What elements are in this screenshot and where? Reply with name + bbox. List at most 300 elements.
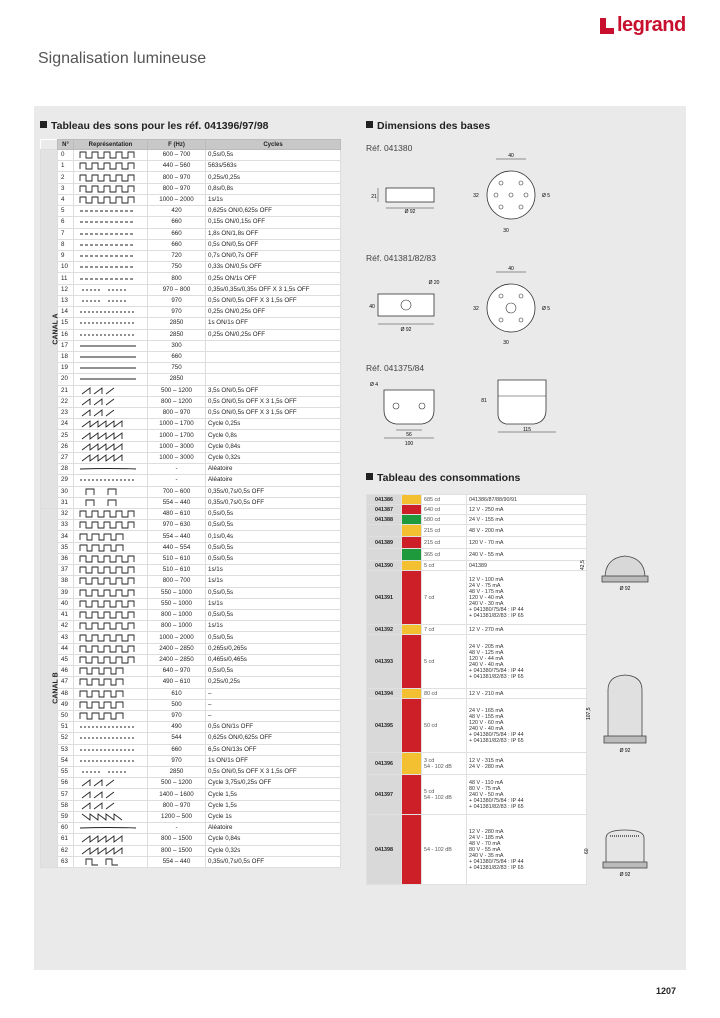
consumption-code: 041395: [367, 699, 402, 753]
sound-frequency: 2400 – 2850: [148, 643, 206, 654]
sound-row: [41, 194, 341, 205]
sound-frequency: 554 – 440: [148, 497, 206, 508]
consumption-code: 041398: [367, 815, 402, 885]
color-swatch: [402, 515, 422, 525]
sound-cycle: Cycle 0,25s: [206, 419, 341, 430]
sound-number: 49: [58, 699, 74, 710]
sound-waveform: [74, 632, 148, 643]
sound-cycle: 0,25s/0,25s: [206, 172, 341, 183]
img3-width-label: Ø 92: [619, 872, 631, 878]
sound-waveform: [74, 666, 148, 677]
sound-cycle: Cycle 0,84s: [206, 834, 341, 845]
sound-waveform: [74, 598, 148, 609]
consumption-row: [367, 775, 587, 815]
img2-height-label: 107,5: [586, 707, 592, 720]
consumption-row: [367, 561, 587, 571]
d2-hole-label: Ø 20: [428, 280, 440, 286]
color-swatch: [402, 753, 422, 775]
sound-waveform: [74, 587, 148, 598]
sound-waveform: [74, 396, 148, 407]
col-header-n: N°: [58, 140, 74, 150]
sound-cycle: 0,35s/0,7s/0,5s OFF: [206, 497, 341, 508]
sound-frequency: 500: [148, 699, 206, 710]
sound-frequency: 490 – 610: [148, 677, 206, 688]
sound-cycle: 0,5s/0,5s: [206, 520, 341, 531]
consumption-values: 24 V - 155 mA: [467, 515, 587, 525]
color-swatch: [402, 571, 422, 625]
consumption-code: 041397: [367, 775, 402, 815]
d3-right-w-label: 115: [523, 427, 531, 433]
sound-number: 24: [58, 419, 74, 430]
consumption-values: 240 V - 55 mA: [467, 549, 587, 561]
color-swatch: [402, 495, 422, 505]
sound-frequency: 1000 – 3000: [148, 452, 206, 463]
sound-frequency: 440 – 554: [148, 542, 206, 553]
sound-row: [41, 396, 341, 407]
sound-row: [41, 654, 341, 665]
sound-number: 61: [58, 834, 74, 845]
sound-row: [41, 767, 341, 778]
sound-number: 39: [58, 587, 74, 598]
sound-number: 12: [58, 284, 74, 295]
sound-row: [41, 206, 341, 217]
sound-cycle: –: [206, 699, 341, 710]
sound-number: 3: [58, 183, 74, 194]
sound-cycle: 0,5s ON/0,5s OFF X 3 1,5s OFF: [206, 295, 341, 306]
sound-row: [41, 722, 341, 733]
sound-cycle: 0,5s ON/0,5s OFF X 3 1,5s OFF: [206, 396, 341, 407]
d3-w1-label: 56: [406, 432, 412, 438]
sound-frequency: 720: [148, 250, 206, 261]
sound-frequency: 554 – 440: [148, 531, 206, 542]
sound-waveform: [74, 710, 148, 721]
consumption-values: 12 V - 270 mA: [467, 625, 587, 635]
dims-heading: Dimensions des bases: [366, 120, 490, 132]
sound-frequency: 750: [148, 262, 206, 273]
consumption-code: 041390: [367, 561, 402, 571]
sound-row: [41, 755, 341, 766]
sound-frequency: 800 – 1200: [148, 396, 206, 407]
sound-number: 27: [58, 452, 74, 463]
sound-cycle: Cycle 0,8s: [206, 430, 341, 441]
sound-waveform: [74, 699, 148, 710]
sound-waveform: [74, 250, 148, 261]
sound-cycle: 0,265s/0,265s: [206, 643, 341, 654]
sound-waveform: [74, 677, 148, 688]
sound-waveform: [74, 464, 148, 475]
consumption-values: 041389: [467, 561, 587, 571]
sound-waveform: [74, 340, 148, 351]
sound-row: [41, 677, 341, 688]
sound-number: 62: [58, 845, 74, 856]
sound-waveform: [74, 767, 148, 778]
consumption-row: [367, 689, 587, 699]
canal-b-label: CANAL B: [41, 509, 58, 868]
sound-number: 28: [58, 464, 74, 475]
sound-number: 59: [58, 811, 74, 822]
sound-number: 8: [58, 239, 74, 250]
sound-row: [41, 374, 341, 385]
sound-frequency: 640 – 970: [148, 666, 206, 677]
sound-row: [41, 329, 341, 340]
sound-frequency: 550 – 1000: [148, 598, 206, 609]
sound-cycle: 0,5s ON/0,5s OFF: [206, 239, 341, 250]
sound-row: [41, 217, 341, 228]
sound-number: 23: [58, 408, 74, 419]
sound-number: 55: [58, 767, 74, 778]
sound-cycle: Cycle 1,5s: [206, 800, 341, 811]
d3-h-label: Ø 4: [369, 382, 379, 388]
sound-cycle: 0,33s ON/0,5s OFF: [206, 262, 341, 273]
d2-right-label: Ø 5: [541, 306, 551, 312]
sound-cycle: [206, 340, 341, 351]
sound-number: 43: [58, 632, 74, 643]
sound-number: 47: [58, 677, 74, 688]
sound-waveform: [74, 194, 148, 205]
sound-cycle: [206, 351, 341, 362]
sound-cycle: 3,5s ON/0,5s OFF: [206, 385, 341, 396]
sound-row: [41, 778, 341, 789]
sound-number: 32: [58, 509, 74, 520]
product-image-siren: [580, 824, 670, 879]
consumption-code: 041396: [367, 753, 402, 775]
sound-waveform: [74, 273, 148, 284]
sound-cycle: 0,5s ON/0,5s OFF X 3 1,5s OFF: [206, 408, 341, 419]
sound-number: 13: [58, 295, 74, 306]
sound-cycle: 0,5s/0,5s: [206, 150, 341, 161]
sound-frequency: 800 – 970: [148, 172, 206, 183]
sound-frequency: 800 – 1000: [148, 621, 206, 632]
sound-number: 42: [58, 621, 74, 632]
sound-row: [41, 587, 341, 598]
sound-number: 45: [58, 654, 74, 665]
sound-number: 0: [58, 150, 74, 161]
sound-waveform: [74, 823, 148, 834]
sound-waveform: [74, 172, 148, 183]
sound-row: [41, 452, 341, 463]
consumption-row: [367, 635, 587, 689]
sound-frequency: 500 – 1200: [148, 778, 206, 789]
sound-number: 38: [58, 576, 74, 587]
sound-frequency: 970: [148, 710, 206, 721]
sound-row: [41, 609, 341, 620]
sound-row: [41, 385, 341, 396]
consumption-row: [367, 815, 587, 885]
sound-row: [41, 262, 341, 273]
sound-row: [41, 284, 341, 295]
color-swatch: [402, 689, 422, 699]
sound-number: 2: [58, 172, 74, 183]
sound-frequency: 510 – 610: [148, 565, 206, 576]
sound-cycle: 0,5s/0,5s: [206, 542, 341, 553]
ref-041375: Réf. 041375/84: [366, 363, 425, 373]
sound-waveform: [74, 643, 148, 654]
sound-frequency: 490: [148, 722, 206, 733]
sound-waveform: [74, 374, 148, 385]
sound-frequency: 970: [148, 295, 206, 306]
img2-width-label: Ø 92: [619, 748, 631, 754]
sound-number: 51: [58, 722, 74, 733]
consumption-values: 12 V - 315 mA 24 V - 280 mA: [467, 753, 587, 775]
sound-waveform: [74, 789, 148, 800]
sound-cycle: 0,35s/0,7s/0,5s OFF: [206, 486, 341, 497]
sound-waveform: [74, 688, 148, 699]
sounds-table: [40, 139, 341, 868]
consumption-row: [367, 495, 587, 505]
sound-row: [41, 161, 341, 172]
sound-cycle: –: [206, 710, 341, 721]
sound-number: 16: [58, 329, 74, 340]
sound-frequency: 660: [148, 239, 206, 250]
color-swatch: [402, 699, 422, 753]
sound-waveform: [74, 452, 148, 463]
sound-row: [41, 598, 341, 609]
sound-row: [41, 856, 341, 867]
consumption-values: 12 V - 250 mA: [467, 505, 587, 515]
consumption-values: 48 V - 200 mA: [467, 525, 587, 537]
d2-height-label: 40: [369, 304, 375, 310]
sound-row: [41, 509, 341, 520]
sound-number: 5: [58, 206, 74, 217]
sound-row: [41, 183, 341, 194]
sound-frequency: 800 – 700: [148, 576, 206, 587]
sound-row: [41, 699, 341, 710]
page-title: Signalisation lumineuse: [38, 50, 207, 67]
sound-cycle: 0,625s ON/0,625s OFF: [206, 206, 341, 217]
col-header-representation: Représentation: [74, 140, 148, 150]
sound-row: [41, 295, 341, 306]
sound-waveform: [74, 318, 148, 329]
sound-number: 18: [58, 351, 74, 362]
sound-waveform: [74, 856, 148, 867]
sound-number: 20: [58, 374, 74, 385]
sound-row: [41, 520, 341, 531]
sound-frequency: 970: [148, 755, 206, 766]
sound-row: [41, 340, 341, 351]
sound-frequency: 800 – 970: [148, 183, 206, 194]
sound-cycle: 563s/563s: [206, 161, 341, 172]
brand-name: legrand: [617, 14, 686, 36]
sound-waveform: [74, 800, 148, 811]
sound-frequency: 500 – 1200: [148, 385, 206, 396]
sound-waveform: [74, 430, 148, 441]
sound-waveform: [74, 509, 148, 520]
consumption-table: [366, 494, 587, 885]
sound-row: [41, 744, 341, 755]
sound-waveform: [74, 217, 148, 228]
sound-waveform: [74, 497, 148, 508]
sound-waveform: [74, 228, 148, 239]
sound-frequency: 700 – 600: [148, 486, 206, 497]
sound-cycle: 0,15s ON/0,15s OFF: [206, 217, 341, 228]
d1-side-label: 32: [473, 193, 479, 199]
sound-row: [41, 710, 341, 721]
sound-cycle: –: [206, 688, 341, 699]
sound-number: 41: [58, 609, 74, 620]
sound-cycle: 0,5s/0,5s: [206, 632, 341, 643]
consumption-values: 24 V - 205 mA 48 V - 125 mA 120 V - 44 mA 240 V - 40 mA + 041380/75/84 : IP 44 + 041381/82/83 : IP 65: [467, 635, 587, 689]
sound-row: [41, 733, 341, 744]
sound-frequency: 970 – 630: [148, 520, 206, 531]
sound-frequency: 970: [148, 307, 206, 318]
sound-waveform: [74, 262, 148, 273]
d3-w2-label: 100: [404, 441, 414, 447]
img1-width-label: Ø 92: [619, 586, 631, 592]
sound-row: [41, 834, 341, 845]
consumption-values: 12 V - 210 mA: [467, 689, 587, 699]
ref-041380: Réf. 041380: [366, 143, 413, 153]
sound-number: 50: [58, 710, 74, 721]
sound-frequency: 660: [148, 351, 206, 362]
color-swatch: [402, 775, 422, 815]
sound-row: [41, 666, 341, 677]
sound-waveform: [74, 755, 148, 766]
consumption-values: 48 V - 110 mA 80 V - 75 mA 240 V - 50 mA + 041380/75/84 : IP 44 + 041381/82/83 : IP 65: [467, 775, 587, 815]
sound-cycle: 0,8s/0,8s: [206, 183, 341, 194]
sound-frequency: 800 – 1500: [148, 845, 206, 856]
sound-frequency: 1000 – 2000: [148, 632, 206, 643]
sound-waveform: [74, 183, 148, 194]
sound-cycle: 0,5s/0,5s: [206, 609, 341, 620]
sound-waveform: [74, 621, 148, 632]
sound-cycle: 1s/1s: [206, 194, 341, 205]
sound-number: 30: [58, 486, 74, 497]
sounds-heading: Tableau des sons pour les réf. 041396/97/98: [40, 120, 269, 132]
sound-frequency: 554 – 440: [148, 856, 206, 867]
sound-number: 17: [58, 340, 74, 351]
sound-row: [41, 565, 341, 576]
consumption-candela: 5 cd: [422, 561, 467, 571]
sound-cycle: Cycle 0,84s: [206, 441, 341, 452]
sound-row: [41, 632, 341, 643]
sound-waveform: [74, 161, 148, 172]
consumption-row: [367, 699, 587, 753]
sound-number: 44: [58, 643, 74, 654]
sound-cycle: 1s ON/1s OFF: [206, 755, 341, 766]
sound-frequency: 800 – 970: [148, 408, 206, 419]
d1-right-label: Ø 5: [541, 193, 551, 199]
sound-row: [41, 363, 341, 374]
consumption-candela: 685 cd: [422, 495, 467, 505]
sound-row: [41, 441, 341, 452]
sound-cycle: 0,25s ON/0,25s OFF: [206, 307, 341, 318]
sound-number: 14: [58, 307, 74, 318]
sound-cycle: [206, 363, 341, 374]
consumption-row: [367, 525, 587, 537]
consumption-candela: 80 cd: [422, 689, 467, 699]
sound-frequency: -: [148, 823, 206, 834]
sound-frequency: 2850: [148, 318, 206, 329]
sound-waveform: [74, 576, 148, 587]
sound-number: 40: [58, 598, 74, 609]
sound-waveform: [74, 733, 148, 744]
col-header-frequency: F (Hz): [148, 140, 206, 150]
consumption-values: 24 V - 165 mA 48 V - 155 mA 120 V - 60 mA 240 V - 40 mA + 041380/75/84 : IP 44 + 041381/82/83 : IP 65: [467, 699, 587, 753]
sound-frequency: 510 – 610: [148, 553, 206, 564]
sound-frequency: 800 – 970: [148, 800, 206, 811]
sound-row: [41, 542, 341, 553]
sound-number: 21: [58, 385, 74, 396]
sound-cycle: 0,5s ON/1s OFF: [206, 722, 341, 733]
sound-waveform: [74, 475, 148, 486]
sound-number: 48: [58, 688, 74, 699]
sound-frequency: 800 – 1500: [148, 834, 206, 845]
d2-top-label: 40: [508, 266, 514, 272]
sound-waveform: [74, 778, 148, 789]
color-swatch: [402, 505, 422, 515]
sound-row: [41, 823, 341, 834]
consumption-code: 041391: [367, 571, 402, 625]
product-image-low: [580, 548, 670, 593]
sound-number: 15: [58, 318, 74, 329]
sound-number: 22: [58, 396, 74, 407]
sound-frequency: 750: [148, 363, 206, 374]
sound-cycle: Cycle 3,75s/0,25s OFF: [206, 778, 341, 789]
sound-cycle: 0,7s ON/0,7s OFF: [206, 250, 341, 261]
sound-waveform: [74, 811, 148, 822]
sound-row: [41, 228, 341, 239]
consumption-code: [367, 549, 402, 561]
consumption-code: 041386: [367, 495, 402, 505]
d3-right-h-label: 81: [481, 398, 487, 404]
sounds-header-row: [41, 140, 341, 150]
d1-height-label: 21: [371, 194, 377, 200]
sound-waveform: [74, 408, 148, 419]
sound-row: [41, 419, 341, 430]
sound-number: 56: [58, 778, 74, 789]
legrand-mark-icon: [600, 18, 614, 34]
sound-waveform: [74, 744, 148, 755]
color-swatch: [402, 625, 422, 635]
sound-waveform: [74, 363, 148, 374]
sound-number: 19: [58, 363, 74, 374]
consumption-values: 120 V - 70 mA: [467, 537, 587, 549]
sound-row: [41, 430, 341, 441]
consumption-code: 041388: [367, 515, 402, 525]
d2-side-label: 32: [473, 306, 479, 312]
sound-cycle: 0,5s/0,5s: [206, 509, 341, 520]
sound-number: 1: [58, 161, 74, 172]
color-swatch: [402, 561, 422, 571]
sound-waveform: [74, 295, 148, 306]
sound-cycle: 0,5s ON/0,5s OFF X 3 1,5s OFF: [206, 767, 341, 778]
img3-height-label: 60: [584, 848, 590, 854]
sound-waveform: [74, 385, 148, 396]
sound-cycle: Aléatoire: [206, 823, 341, 834]
consumption-values: 041386/87/88/90/91: [467, 495, 587, 505]
sound-cycle: Aléatoire: [206, 464, 341, 475]
sound-frequency: 480 – 610: [148, 509, 206, 520]
sound-row: [41, 250, 341, 261]
sound-frequency: 800 – 1000: [148, 609, 206, 620]
sound-frequency: 2850: [148, 374, 206, 385]
sound-row: [41, 811, 341, 822]
sound-number: 10: [58, 262, 74, 273]
color-swatch: [402, 537, 422, 549]
sound-number: 31: [58, 497, 74, 508]
sound-frequency: 660: [148, 228, 206, 239]
sound-number: 53: [58, 744, 74, 755]
sound-frequency: 2400 – 2850: [148, 654, 206, 665]
sound-number: 54: [58, 755, 74, 766]
sound-frequency: 2850: [148, 767, 206, 778]
consumption-candela: 215 cd: [422, 537, 467, 549]
sound-waveform: [74, 419, 148, 430]
sound-number: 6: [58, 217, 74, 228]
sound-frequency: 440 – 560: [148, 161, 206, 172]
sound-frequency: 420: [148, 206, 206, 217]
base-041375-drawing: [366, 370, 586, 450]
